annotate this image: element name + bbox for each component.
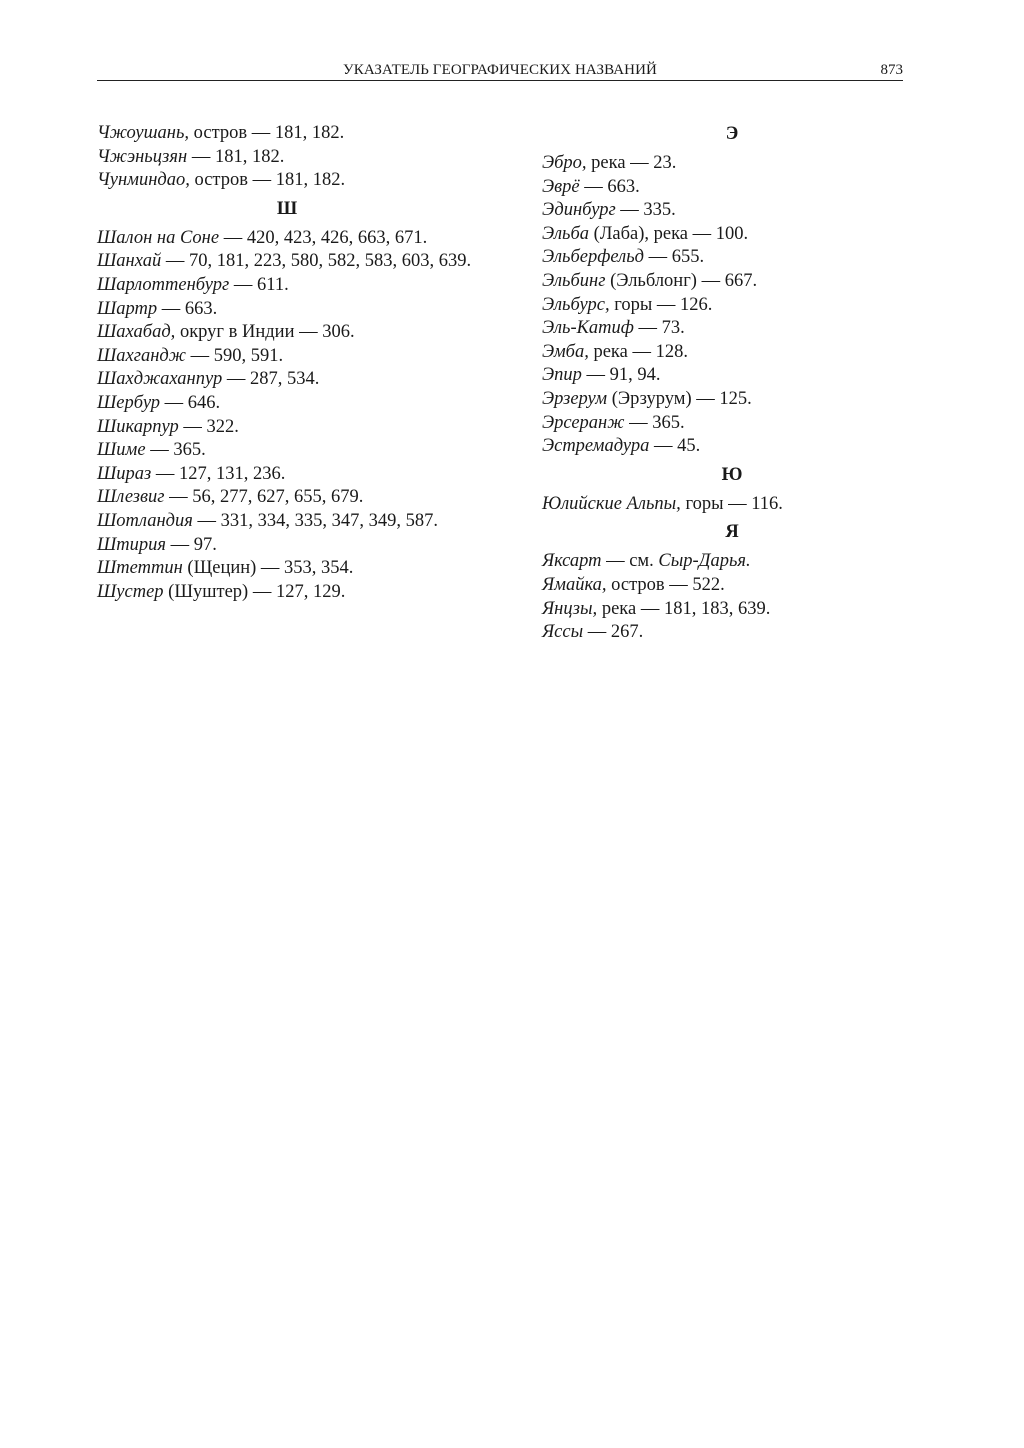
- place-name: Штирия: [97, 534, 167, 555]
- place-name: Шустер: [97, 581, 164, 602]
- section-letter-yu: Ю: [721, 464, 743, 485]
- index-entry: [542, 223, 902, 247]
- entry-details: — 365.: [624, 412, 685, 433]
- place-name: Штеттин: [97, 558, 183, 579]
- entry-details: река — 181, 183, 639.: [597, 598, 771, 619]
- entry-details: горы — 126.: [609, 294, 713, 315]
- running-title: УКАЗАТЕЛЬ ГЕОГРАФИЧЕСКИХ НАЗВАНИЙ: [343, 62, 657, 78]
- place-name: Шиме: [97, 440, 146, 461]
- index-entry: [542, 152, 902, 176]
- entry-details: — 91, 94.: [581, 365, 661, 386]
- index-entry: [542, 550, 902, 574]
- place-name: Шарлоттенбург: [97, 274, 230, 295]
- right-column: [542, 122, 902, 645]
- place-name: Шахджаханпур: [97, 369, 223, 390]
- entry-details: — 267.: [583, 622, 644, 643]
- entry-details: — 70, 181, 223, 580, 582, 583, 603, 639.: [161, 251, 472, 272]
- index-entry: [97, 486, 492, 510]
- entry-details: — 287, 534.: [222, 369, 320, 390]
- entry-details: остров — 181, 182.: [189, 170, 346, 191]
- index-entry: [542, 388, 902, 412]
- index-entry: [97, 416, 492, 440]
- index-entry: [97, 345, 492, 369]
- entry-details: остров — 181, 182.: [189, 123, 345, 143]
- place-name: Ямайка,: [542, 574, 607, 595]
- entry-details: река — 23.: [586, 153, 677, 173]
- place-name: Шлезвиг: [97, 487, 165, 508]
- entry-details: остров — 522.: [606, 574, 725, 595]
- index-entry: [97, 250, 492, 274]
- section-letter-e: Э: [725, 124, 739, 144]
- entry-details: горы — 116.: [680, 493, 783, 514]
- index-entry: [97, 321, 492, 345]
- place-name: Яксарт: [542, 551, 602, 572]
- index-entry: [542, 364, 902, 388]
- entries-section-ya: [542, 550, 902, 644]
- index-entry: [97, 439, 492, 463]
- index-entry: [542, 294, 902, 318]
- place-name: Эль-Катиф: [542, 318, 634, 339]
- index-entry: [542, 574, 902, 598]
- entry-details: — 646.: [160, 392, 221, 413]
- index-entry: [542, 246, 902, 270]
- place-name: Эрсеранж: [542, 412, 625, 433]
- index-entry: [97, 581, 492, 605]
- place-name: Шалон на Соне: [97, 227, 220, 248]
- running-header: [97, 60, 903, 81]
- left-column: [97, 122, 492, 604]
- place-name: Чунминдао,: [97, 170, 190, 191]
- entry-details: округ в Индии — 306.: [175, 322, 355, 343]
- place-name: Шахабад,: [97, 322, 176, 343]
- entries-section-e: [542, 152, 902, 459]
- entries-continued: [97, 122, 492, 193]
- place-name: Шикарпур: [97, 416, 179, 437]
- index-entry: [542, 621, 902, 645]
- entry-details: — 73.: [633, 318, 685, 339]
- place-name: Эрзерум: [542, 388, 608, 409]
- place-name: Эврё: [542, 176, 580, 197]
- index-entry: [97, 122, 492, 146]
- place-name: Эстремадура: [542, 436, 650, 457]
- index-entry: [97, 557, 492, 581]
- place-name: Юлийские Альпы,: [542, 493, 681, 514]
- entry-details: (Лаба), река — 100.: [589, 223, 749, 244]
- entry-details: — 655.: [643, 247, 705, 268]
- index-entry: [542, 176, 902, 200]
- place-name: Яссы: [542, 622, 584, 643]
- section-letter-sh: Ш: [276, 198, 298, 219]
- index-entry: [97, 534, 492, 558]
- entry-details: — 611.: [229, 274, 289, 295]
- page-number: 873: [880, 62, 903, 78]
- index-entry: [97, 463, 492, 487]
- entry-details: — 590, 591.: [185, 345, 284, 366]
- entry-details: — 322.: [178, 416, 239, 437]
- entry-details: — 335.: [615, 200, 676, 221]
- place-name: Шартр: [97, 298, 158, 319]
- place-name: Эдинбург: [542, 200, 616, 221]
- index-entry: [542, 598, 902, 622]
- entry-details: — 331, 334, 335, 347, 349, 587.: [192, 510, 438, 531]
- place-name: Шираз: [97, 463, 152, 484]
- place-name: Чжэньцзян: [97, 146, 188, 167]
- entry-details: (Эльблонг) — 667.: [605, 270, 758, 291]
- place-name: Эльбурс,: [542, 294, 610, 315]
- entry-details: — 420, 423, 426, 663, 671.: [219, 227, 428, 248]
- entry-details: — 181, 182.: [187, 146, 285, 167]
- index-entry: [97, 146, 492, 170]
- entry-details: — 56, 277, 627, 655, 679.: [164, 487, 364, 508]
- index-entry: [542, 341, 902, 365]
- index-entry: [542, 317, 902, 341]
- index-entry: [542, 435, 902, 459]
- place-name: Шахгандж: [97, 345, 186, 366]
- index-entry: [97, 227, 492, 251]
- cross-reference: Сыр-Дарья.: [658, 551, 751, 572]
- entry-details: (Шуштер) — 127, 129.: [163, 581, 346, 602]
- entry-details: — 127, 131, 236.: [151, 463, 286, 484]
- entries-section-yu: [542, 493, 902, 517]
- index-entry: [97, 510, 492, 534]
- place-name: Шотландия: [97, 510, 193, 531]
- place-name: Шанхай: [97, 251, 162, 272]
- place-name: Янцзы,: [542, 598, 598, 619]
- entry-details: — 663.: [579, 176, 640, 197]
- place-name: Эльберфельд: [542, 247, 644, 268]
- place-name: Эпир: [542, 365, 582, 386]
- place-name: Эбро,: [542, 153, 587, 173]
- entry-details: — 97.: [166, 534, 217, 555]
- place-name: Эмба,: [542, 341, 589, 362]
- index-entry: [542, 412, 902, 436]
- place-name: Эльбинг: [542, 270, 606, 291]
- index-entry: [97, 274, 492, 298]
- entry-details: река — 128.: [588, 341, 688, 362]
- entry-details: (Щецин) — 353, 354.: [182, 558, 354, 579]
- index-entry: [542, 270, 902, 294]
- place-name: Эльба: [542, 223, 590, 244]
- index-entry: [97, 169, 492, 193]
- entry-details: — 663.: [157, 298, 218, 319]
- place-name: Шербур: [97, 392, 161, 413]
- index-entry: [542, 199, 902, 223]
- section-letter-ya: Я: [725, 522, 739, 543]
- entries-section-sh: [97, 227, 492, 605]
- index-entry: [97, 368, 492, 392]
- entry-details: — см.: [601, 551, 659, 572]
- entry-details: — 365.: [145, 440, 206, 461]
- index-entry: [97, 298, 492, 322]
- index-entry: [542, 493, 902, 517]
- place-name: Чжоушань,: [97, 123, 190, 143]
- entry-details: — 45.: [649, 436, 701, 457]
- index-entry: [97, 392, 492, 416]
- entry-details: (Эрзурум) — 125.: [607, 388, 752, 409]
